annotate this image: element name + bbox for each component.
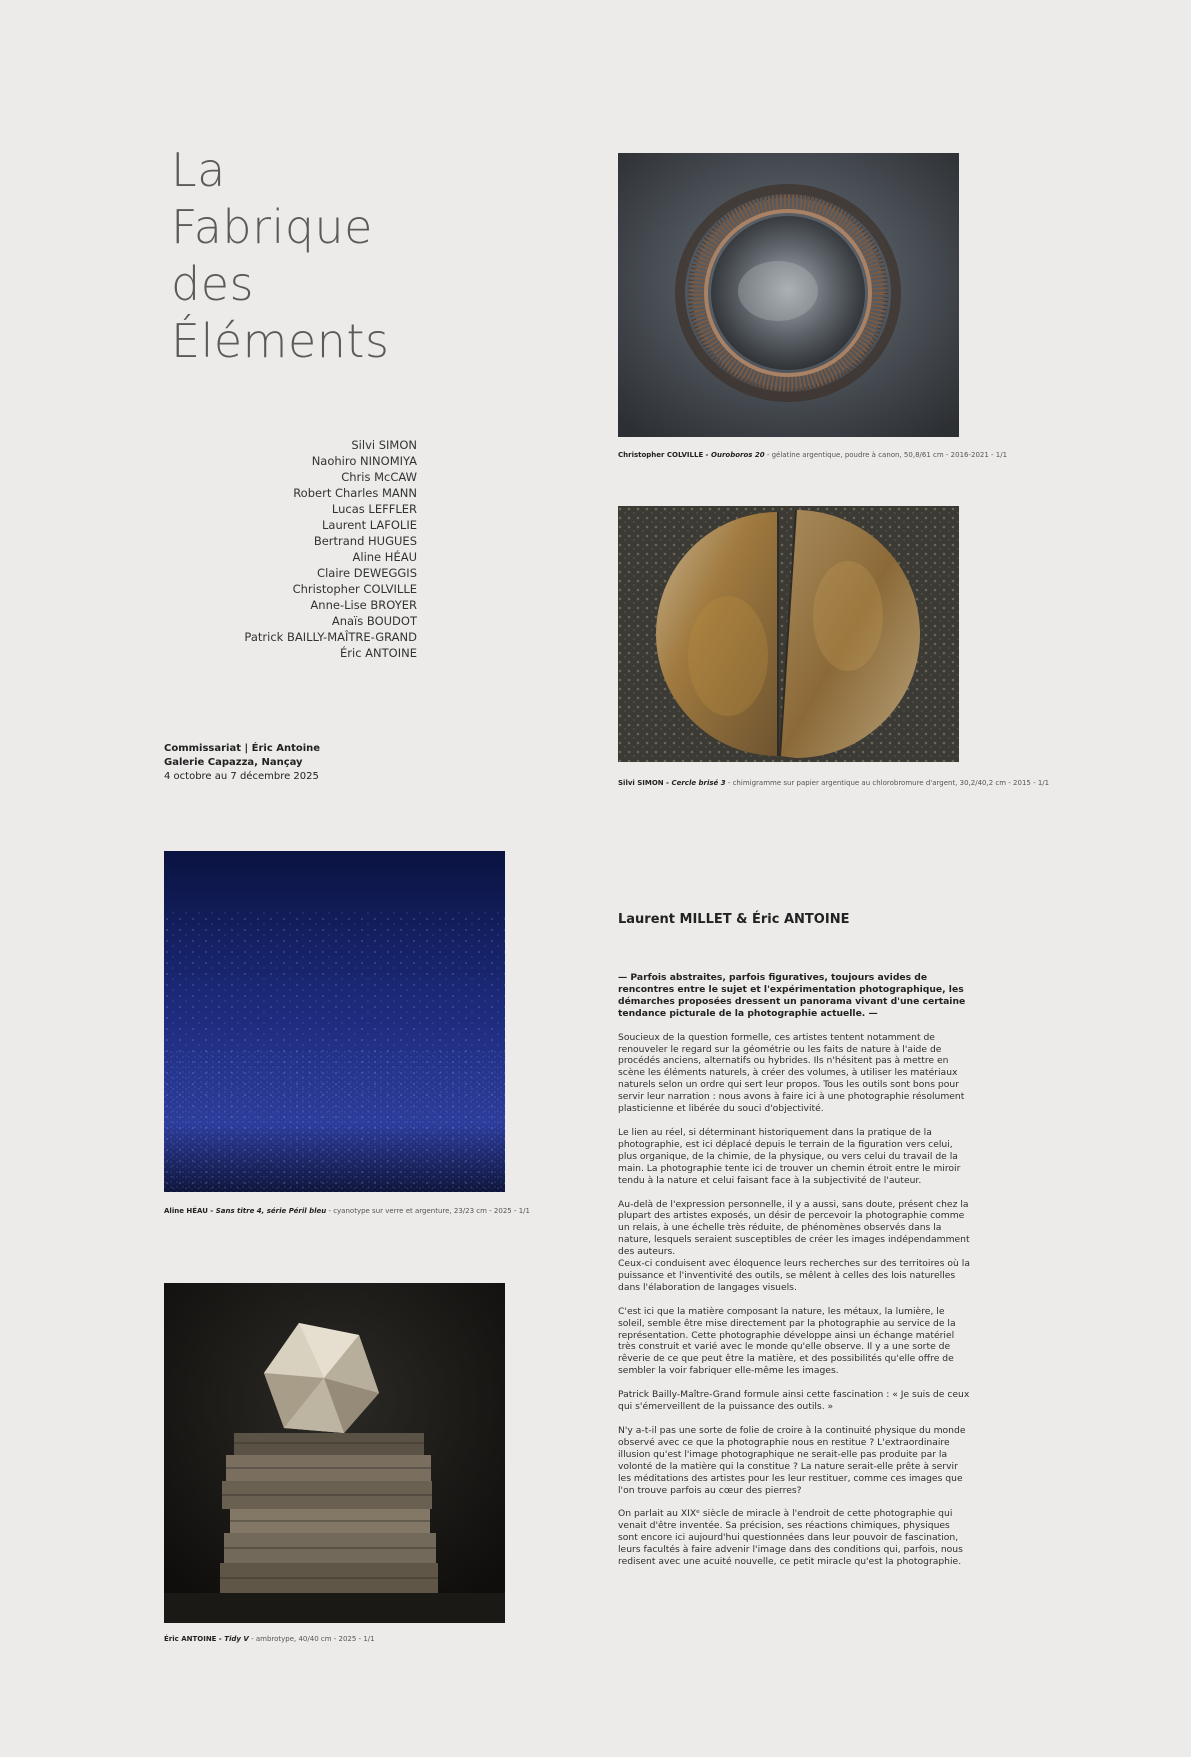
caption-artist: Éric ANTOINE	[164, 1635, 217, 1643]
artist-name: Anne-Lise BROYER	[310, 598, 417, 612]
artist-name: Christopher COLVILLE	[292, 582, 417, 596]
title-line: Fabrique	[171, 200, 373, 254]
photo-cercle-brise	[618, 506, 959, 762]
artist-name: Robert Charles MANN	[293, 486, 417, 500]
artist-name: Lucas LEFFLER	[331, 502, 417, 516]
photo-tidy-v	[164, 1283, 505, 1623]
caption-detail: - cyanotype sur verre et argenture, 23/23 cm - 2025 - 1/1	[326, 1207, 530, 1215]
caption-peril-bleu	[164, 1207, 530, 1216]
authors-heading: Laurent MILLET & Éric ANTOINE	[618, 912, 850, 927]
dates-line: 4 octobre au 7 décembre 2025	[164, 771, 319, 782]
caption-artist: Christopher COLVILLE	[618, 451, 704, 459]
paragraph: Le lien au réel, si déterminant historiquement dans la pratique de la photographie, est ici déplacé depuis le terrain de la figuration vers celui, plus organique, de la chimie, de la physique, ou vers celui du travail de la main. La photographie tente ici de trouver un chemin étroit entre le miroir tendu à la nature et celui faisant face à la subjectivité de l'auteur.	[618, 1126, 961, 1186]
artist-name: Laurent LAFOLIE	[321, 518, 417, 532]
artist-name: Bertrand HUGUES	[313, 534, 417, 548]
caption-work: - Tidy V	[216, 1635, 249, 1643]
exhibition-title	[171, 142, 471, 370]
paragraph: C'est ici que la matière composant la nature, les métaux, la lumière, le soleil, semble être mise directement par la photographie au service de la représentation. Cette photographie développe ainsi un échange matériel très construit et varié avec le monde qu'elle observe. Il y a une sorte de rêverie de ce que peut être la matière, et des possibilités qu'elle offre de sembler la voir fabriquer elle-même les images.	[618, 1305, 956, 1377]
caption-work: - Ouroboros 20	[703, 451, 765, 459]
caption-artist: Silvi SIMON	[618, 779, 664, 787]
paragraph: N'y a-t-il pas une sorte de folie de croire à la continuité physique du monde observé avec ce que la photographie nous en restitue ? L'extraordinaire illusion qu'est l'image photographique ne serait-elle pas produite par la volonté de la matière qui la constitue ? La nature serait-elle prête à servir les méditations des artistes pour les leur restituer, comme ces images que l'on trouve parfois au cœur des pierres?	[618, 1425, 966, 1496]
caption-detail: - chimigramme sur papier argentique au chlorobromure d'argent, 30,2/40,2 cm - 2015 - 1/1	[725, 779, 1050, 787]
title-line: Éléments	[171, 314, 390, 368]
artist-name: Claire DEWEGGIS	[317, 566, 417, 580]
artist-name: Patrick BAILLY-MAÎTRE-GRAND	[244, 630, 417, 644]
caption-detail: - ambrotype, 40/40 cm - 2025 - 1/1	[248, 1635, 375, 1643]
caption-detail: - gélatine argentique, poudre à canon, 50,8/61 cm - 2016-2021 - 1/1	[764, 451, 1008, 459]
photo-peril-bleu	[164, 851, 505, 1192]
curator-line: Commissariat | Éric Antoine	[164, 743, 321, 754]
paragraph: Ceux-ci conduisent avec éloquence leurs recherches sur des territoires où la puissance et l'inventivité des outils, se mêlent à celles des lois naturelles dans l'élaboration de langages visuels.	[618, 1258, 970, 1293]
artist-name: Silvi SIMON	[351, 438, 417, 452]
artist-name: Naohiro NINOMIYA	[311, 454, 417, 468]
exhibition-info	[164, 742, 444, 784]
artist-list	[200, 437, 417, 661]
paragraph: Soucieux de la question formelle, ces artistes tentent notamment de renouveler le regard sur la géométrie ou les faits de nature à l'aide de procédés anciens, alternatifs ou hybrides. Ils n'hésitent pas à mettre en scène les éléments naturels, à créer des volumes, à utiliser les matériaux naturels selon un ordre qui sert leur propos. Tous les outils sont bons pour servir leur narration : nous avons à faire ici à une photographie résolument plasticienne et libérée du souci d'objectivité.	[618, 1031, 965, 1115]
caption-ouroboros	[618, 451, 1007, 460]
essay-text	[618, 972, 970, 1580]
paragraph: Patrick Bailly-Maître-Grand formule ainsi cette fascination : « Je suis de ceux qui s'émerveillent de la puissance des outils. »	[618, 1389, 970, 1413]
caption-work: - Cercle brisé 3	[663, 779, 726, 787]
artist-name: Chris McCAW	[341, 470, 417, 484]
paragraph: Au-delà de l'expression personnelle, il y a aussi, sans doute, présent chez la plupart des artistes exposés, un désir de percevoir la photographie comme un relais, à une échelle très réduite, de phénomènes observés dans la nature, lesquels seraient susceptibles de créer les images indépendamment des auteurs.	[618, 1198, 970, 1258]
intro-paragraph: — Parfois abstraites, parfois figuratives, toujours avides de rencontres entre le sujet et l'expérimentation photographique, les démarches proposées dressent un panorama vivant d'une certaine tendance picturale de la photographie actuelle. —	[618, 972, 966, 1019]
caption-cercle-brise	[618, 779, 1049, 788]
artist-name: Aline HÉAU	[352, 550, 417, 564]
paragraph: On parlait au XIXᵉ siècle de miracle à l'endroit de cette photographie qui venait d'être inventée. Sa précision, ses réactions chimiques, physiques sont encore ici aujourd'hui questionnées dans leur pouvoir de fascination, leurs facultés à faire advenir l'image dans des conditions qui, parfois, nous redisent avec une acuité nouvelle, ce petit miracle qu'est la photographie.	[618, 1508, 963, 1568]
title-line: des	[171, 257, 254, 311]
title-line: La	[171, 143, 226, 197]
caption-work: - Sans titre 4, série Péril bleu	[207, 1207, 327, 1215]
artist-name: Éric ANTOINE	[340, 646, 417, 660]
photo-ouroboros	[618, 153, 959, 437]
caption-artist: Aline HÉAU	[164, 1207, 208, 1215]
caption-tidy-v	[164, 1635, 375, 1644]
artist-name: Anaïs BOUDOT	[331, 614, 417, 628]
gallery-line: Galerie Capazza, Nançay	[164, 757, 303, 768]
